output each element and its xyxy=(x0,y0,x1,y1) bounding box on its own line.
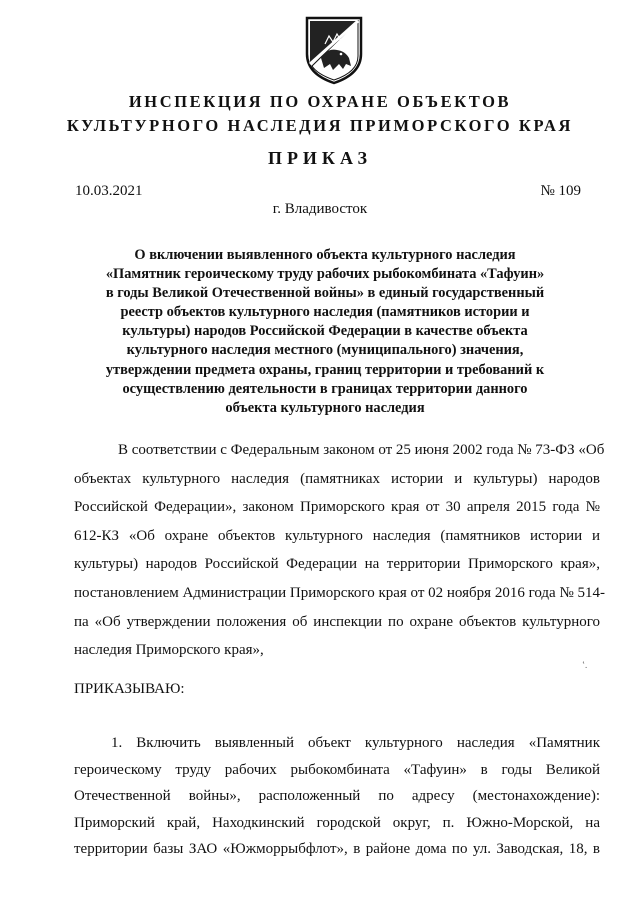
order-heading xyxy=(90,246,560,418)
heading-line: осуществлению деятельности в границах территории данного xyxy=(122,380,528,397)
preamble-line: постановлением Администрации Приморского края от 02 ноября 2016 года № 514- xyxy=(74,584,606,601)
preamble-line: 612-КЗ «Об охране объектов культурного наследия (памятников истории и xyxy=(74,527,600,544)
preamble-line: па «Об утверждении положения об инспекции по охране объектов культурного xyxy=(74,613,600,630)
primorsky-krai-coat-of-arms-icon xyxy=(303,14,365,86)
preamble-line: Российской Федерации», законом Приморского края от 30 апреля 2015 года № xyxy=(74,499,600,516)
preamble-line: культуры) народов Российской Федерации на территории Приморского края», xyxy=(74,556,600,573)
order-item-1 xyxy=(74,730,600,863)
document-city: г. Владивосток xyxy=(272,201,368,217)
heading-line: О включении выявленного объекта культурного наследия xyxy=(134,247,516,263)
organization-name-line-2: КУЛЬТУРНОГО НАСЛЕДИЯ ПРИМОРСКОГО КРАЯ xyxy=(66,116,574,135)
preamble-line: объектах культурного наследия (памятниках истории и культуры) народов xyxy=(74,470,600,487)
item-line: 1. Включить выявленный объект культурного наследия «Памятник xyxy=(111,735,600,751)
organization-name-line-1: ИНСПЕКЦИЯ ПО ОХРАНЕ ОБЪЕКТОВ xyxy=(128,92,512,111)
preamble-paragraph xyxy=(74,436,606,665)
item-line: Отечественной войны», расположенный по адресу (местонахождение): xyxy=(74,788,600,804)
document-date: 10.03.2021 xyxy=(75,183,143,199)
preamble-line: В соответствии с Федеральным законом от 25 июня 2002 года № 73-ФЗ «Об xyxy=(118,442,605,458)
document-number: № 109 xyxy=(540,183,581,199)
heading-line: объекта культурного наследия xyxy=(225,399,425,416)
heading-line: реестр объектов культурного наследия (памятников истории и xyxy=(120,304,530,321)
item-line: территории базы ЗАО «Южморрыбфлот», в районе дома по ул. Заводская, 18, в xyxy=(74,841,600,857)
order-directive: ПРИКАЗЫВАЮ: xyxy=(74,681,185,697)
item-line: Приморский край, Находкинский городской округ, п. Южно-Морской, на xyxy=(74,814,600,831)
heading-line: в годы Великой Отечественной войны» в единый государственный xyxy=(105,285,545,302)
heading-line: культурного наследия местного (муниципального) значения, xyxy=(126,342,524,359)
heading-line: утверждении предмета охраны, границ территории и требований к xyxy=(105,361,545,378)
heading-line: «Памятник героическому труду рабочих рыбокомбината «Тафуин» xyxy=(105,266,545,283)
heading-line: культуры) народов Российской Федерации в качестве объекта xyxy=(122,323,528,340)
preamble-line: наследия Приморского края», xyxy=(74,642,264,659)
item-line: героическому труду рабочих рыбокомбината «Тафуин» в годы Великой xyxy=(74,761,600,778)
document-type: ПРИКАЗ xyxy=(267,148,373,168)
scan-mark: ‛. xyxy=(582,660,588,670)
